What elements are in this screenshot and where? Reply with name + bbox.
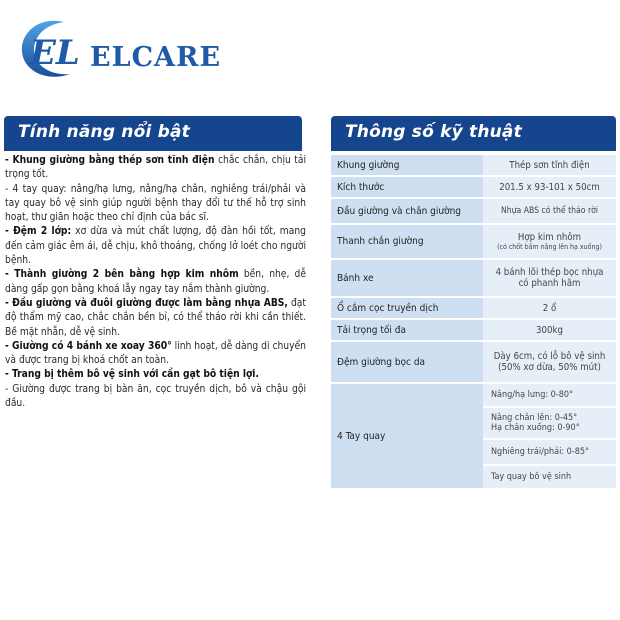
feature-item [5,368,306,382]
spec-row [331,320,616,342]
spec-value-line: (50% xơ dừa, 50% mút) [498,362,601,373]
feature-item [5,297,306,340]
spec-row [331,342,616,384]
spec-value-line: có phanh hãm [518,278,581,289]
specs-title: Thông số kỹ thuật [345,122,522,142]
feature-bold: - Giường có 4 bánh xe xoay 360° [5,340,172,352]
spec-key: Bánh xe [331,260,483,298]
spec-value-note: (có chốt bấm nâng lên hạ xuống) [497,243,602,251]
features-list [5,154,306,411]
spec-value [483,260,616,298]
spec-value [483,342,616,384]
feature-item [5,268,306,297]
spec-row [331,177,616,199]
feature-text: - 4 tay quay: nâng/hạ lưng, nâng/hạ chân, nghiêng trái/phải và tay quay bô vệ sinh giúp người bệnh thay đổi tư thế hỗ trợ sinh hoạt, thư giãn hoặc theo chỉ định của bác sĩ. [5,183,306,224]
spec-value: 300kg [483,320,616,342]
specs-table [331,155,616,490]
spec-value-main: Hợp kim nhôm [517,232,582,243]
spec-row [331,298,616,320]
spec-value: 2 ổ [483,298,616,320]
spec-subvalue [483,408,616,440]
feature-item [5,225,306,268]
spec-key: Thanh chắn giường [331,225,483,260]
spec-subvalue: Nghiêng trái/phải: 0-85° [483,440,616,466]
feature-bold: - Thành giường 2 bên bằng hợp kim nhôm [5,269,239,281]
spec-value-line: 4 bánh lõi thép bọc nhựa [495,267,604,278]
spec-value [483,225,616,260]
feature-item [5,154,306,183]
logo-mark-text: EL [30,33,80,73]
feature-text: đạt độ thẩm mỹ cao, chắc chắn bền bỉ, có thể tháo rời khi cần thiết. Bề mặt nhẵn, dễ vệ sinh. [5,297,306,338]
feature-item [5,383,306,412]
spec-value: Thép sơn tĩnh điện [483,155,616,177]
spec-key: Đệm giường bọc da [331,342,483,384]
spec-key: Tải trọng tối đa [331,320,483,342]
specs-header-underline [331,149,616,151]
spec-subvalue: Tay quay bô vệ sinh [483,466,616,490]
spec-subvalue: Nâng/hạ lưng: 0-80° [483,384,616,408]
spec-row [331,260,616,298]
spec-value-line: Dày 6cm, có lỗ bô vệ sinh [493,351,606,362]
spec-value: 201.5 x 93-101 x 50cm [483,177,616,199]
brand-name: ELCARE [90,42,222,73]
elcare-logo-mark [18,14,258,86]
features-header-underline [4,149,302,151]
spec-subvalue-line: Hạ chân xuống: 0-90° [491,423,580,433]
feature-text: - Giường được trang bị bàn ăn, cọc truyền dịch, bô và chậu gội đầu. [5,383,306,410]
spec-key: Đầu giường và chân giường [331,199,483,225]
spec-key: Kích thước [331,177,483,199]
spec-row [331,199,616,225]
feature-item [5,340,306,369]
feature-text: xơ dừa và mút chất lượng, độ đàn hồi tốt, mang đến cảm giác êm ái, dễ chịu, khô thoáng, chống lở loét cho người bệnh. [5,226,306,267]
feature-bold: - Trang bị thêm bô vệ sinh với cần gạt bô tiện lợi. [5,369,259,381]
features-title: Tính năng nổi bật [18,122,191,142]
spec-row [331,155,616,177]
elcare-logo [18,14,258,86]
spec-key: Khung giường [331,155,483,177]
spec-row [331,225,616,260]
feature-bold: - Khung giường bằng thép sơn tĩnh điện [5,155,215,166]
spec-key: Ổ cắm cọc truyền dịch [331,298,483,320]
spec-subvalue-line: Nâng chân lên: 0-45° [491,413,578,423]
spec-row [331,384,616,408]
feature-bold: - Đầu giường và đuôi giường được làm bằng nhựa ABS, [5,297,288,309]
feature-text: bền, nhẹ, dễ dàng gấp gọn bằng khoá lẫy ngay tay nắm thành giường. [5,269,306,295]
features-header [4,116,302,149]
feature-item [5,183,306,226]
feature-text: linh hoạt, dễ dàng di chuyển và được trang bị khoá chốt an toàn. [5,340,306,367]
spec-key: 4 Tay quay [331,384,483,490]
spec-value: Nhựa ABS có thể tháo rời [483,199,616,225]
feature-bold: - Đệm 2 lớp: [5,226,72,238]
feature-text: chắc chắn, chịu tải trọng tốt. [5,155,306,181]
specs-header [331,116,616,149]
